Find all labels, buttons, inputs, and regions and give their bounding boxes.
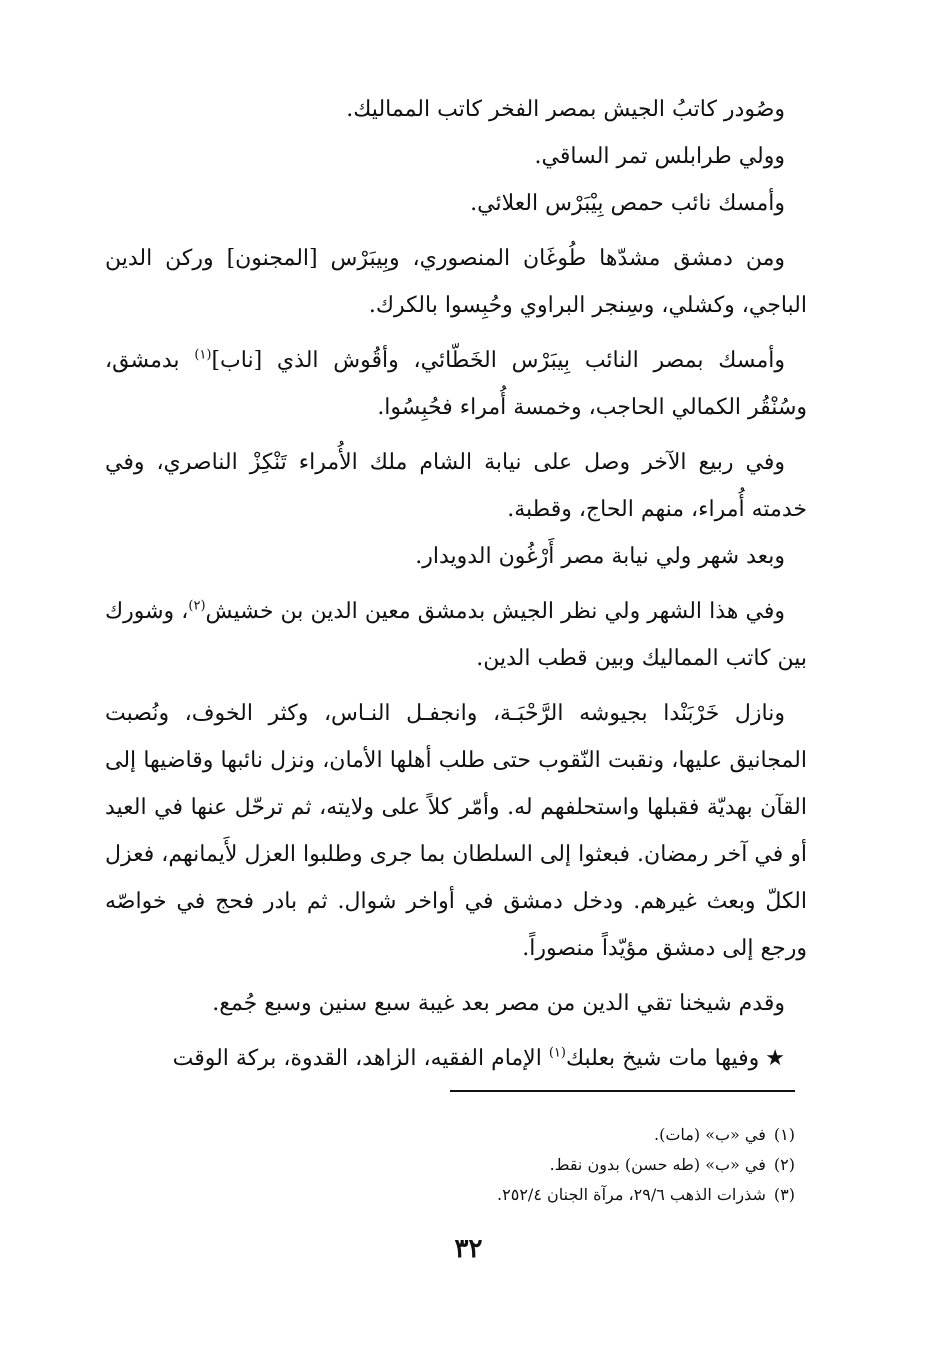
footnote-text: شذرات الذهب ٢٩/٦، مرآة الجنان ٢٥٢/٤.	[497, 1185, 766, 1204]
footnotes	[130, 1120, 795, 1210]
footnote-number: (١)	[773, 1125, 795, 1144]
paragraph-4: ومن دمشق مشدّها طُوغَان المنصوري، وبِيبَرْس [المجنون] وركن الدين الباجي، وكشلي، وسِنجر البراوي وحُبِسوا بالكرك.	[105, 246, 807, 318]
paragraph-6: وفي ربيع الآخر وصل على نيابة الشام ملك الأُمراء تَنْكِزْ الناصري، وفي خدمته أُمراء، منهم الحاج، وقطبة.	[105, 450, 807, 522]
paragraph-1: وصُودر كاتبُ الجيش بمصر الفخر كاتب المماليك.	[346, 97, 785, 122]
footnote-ref-2[interactable]: (٢)	[188, 598, 206, 614]
footnote-number: (٣)	[773, 1185, 795, 1204]
paragraph-7: وبعد شهر ولي نيابة مصر أَرْغُون الدويدار.	[415, 544, 785, 569]
footnote-1	[130, 1120, 795, 1150]
footnote-number: (٢)	[773, 1155, 795, 1174]
star-icon: ★	[765, 1046, 785, 1071]
footnote-2	[130, 1150, 795, 1180]
paragraph-9: ونازل خَرْبَنْدا بجيوشه الرَّحْبَـة، وانجفـل النـاس، وكثر الخوف، ونُصبت المجانيق عليها، ونقبت النّقوب حتى طلب أهلها الأمان، ونزل نائبها وقاضيها إلى القآن بهديّة فقبلها واستحلفهم له. وأمّر كلاً على ولايته، ثم ترحّل عنها في العيد أو في آخر رمضان. فبعثوا إلى السلطان بما جرى وطلبوا العزل لأَيمانهم، فعزل الكلّ وبعث غيرهم. ودخل دمشق في أواخر شوال. ثم بادر فحج في خواصّه ورجع إلى دمشق مؤيّداً منصوراً.	[105, 701, 807, 961]
paragraph-2: وولي طرابلس تمر الساقي.	[534, 144, 785, 169]
page-number: ٣٢	[454, 1234, 483, 1264]
paragraph-5: وأمسك بمصر النائب بِيبَرْس الخَطّائي، وأقُوش الذي [ناب]$^{(١)}$ بدمشق، وسُنْقُر الكمالي الحاجب، وخمسة أُمراء فحُبِسُوا.	[105, 347, 807, 420]
main-text	[105, 86, 807, 1082]
paragraph-11: ★وفيها مات شيخ بعلبك$^{(١)}$ الإمام الفقيه، الزاهد، القدوة، بركة الوقت	[172, 1045, 785, 1071]
paragraph-8: وفي هذا الشهر ولي نظر الجيش بدمشق معين الدين بن خشيش$^{(٢)}$، وشورك بين كاتب المماليك وبين قطب الدين.	[105, 598, 807, 671]
footnote-3	[130, 1180, 795, 1210]
footnote-ref-1[interactable]: (١)	[194, 347, 212, 363]
footnote-divider	[450, 1090, 795, 1092]
footnote-text: في «ب» (طه حسن) بدون نقط.	[549, 1155, 766, 1174]
footnote-ref-3[interactable]: (١)	[548, 1045, 566, 1061]
paragraph-3: وأمسك نائب حمص بِيْبَرْس العلائي.	[470, 191, 785, 216]
paragraph-10: وقدم شيخنا تقي الدين من مصر بعد غيبة سبع سنين وسبع جُمع.	[212, 991, 785, 1016]
footnote-text: في «ب» (مات).	[654, 1125, 766, 1144]
